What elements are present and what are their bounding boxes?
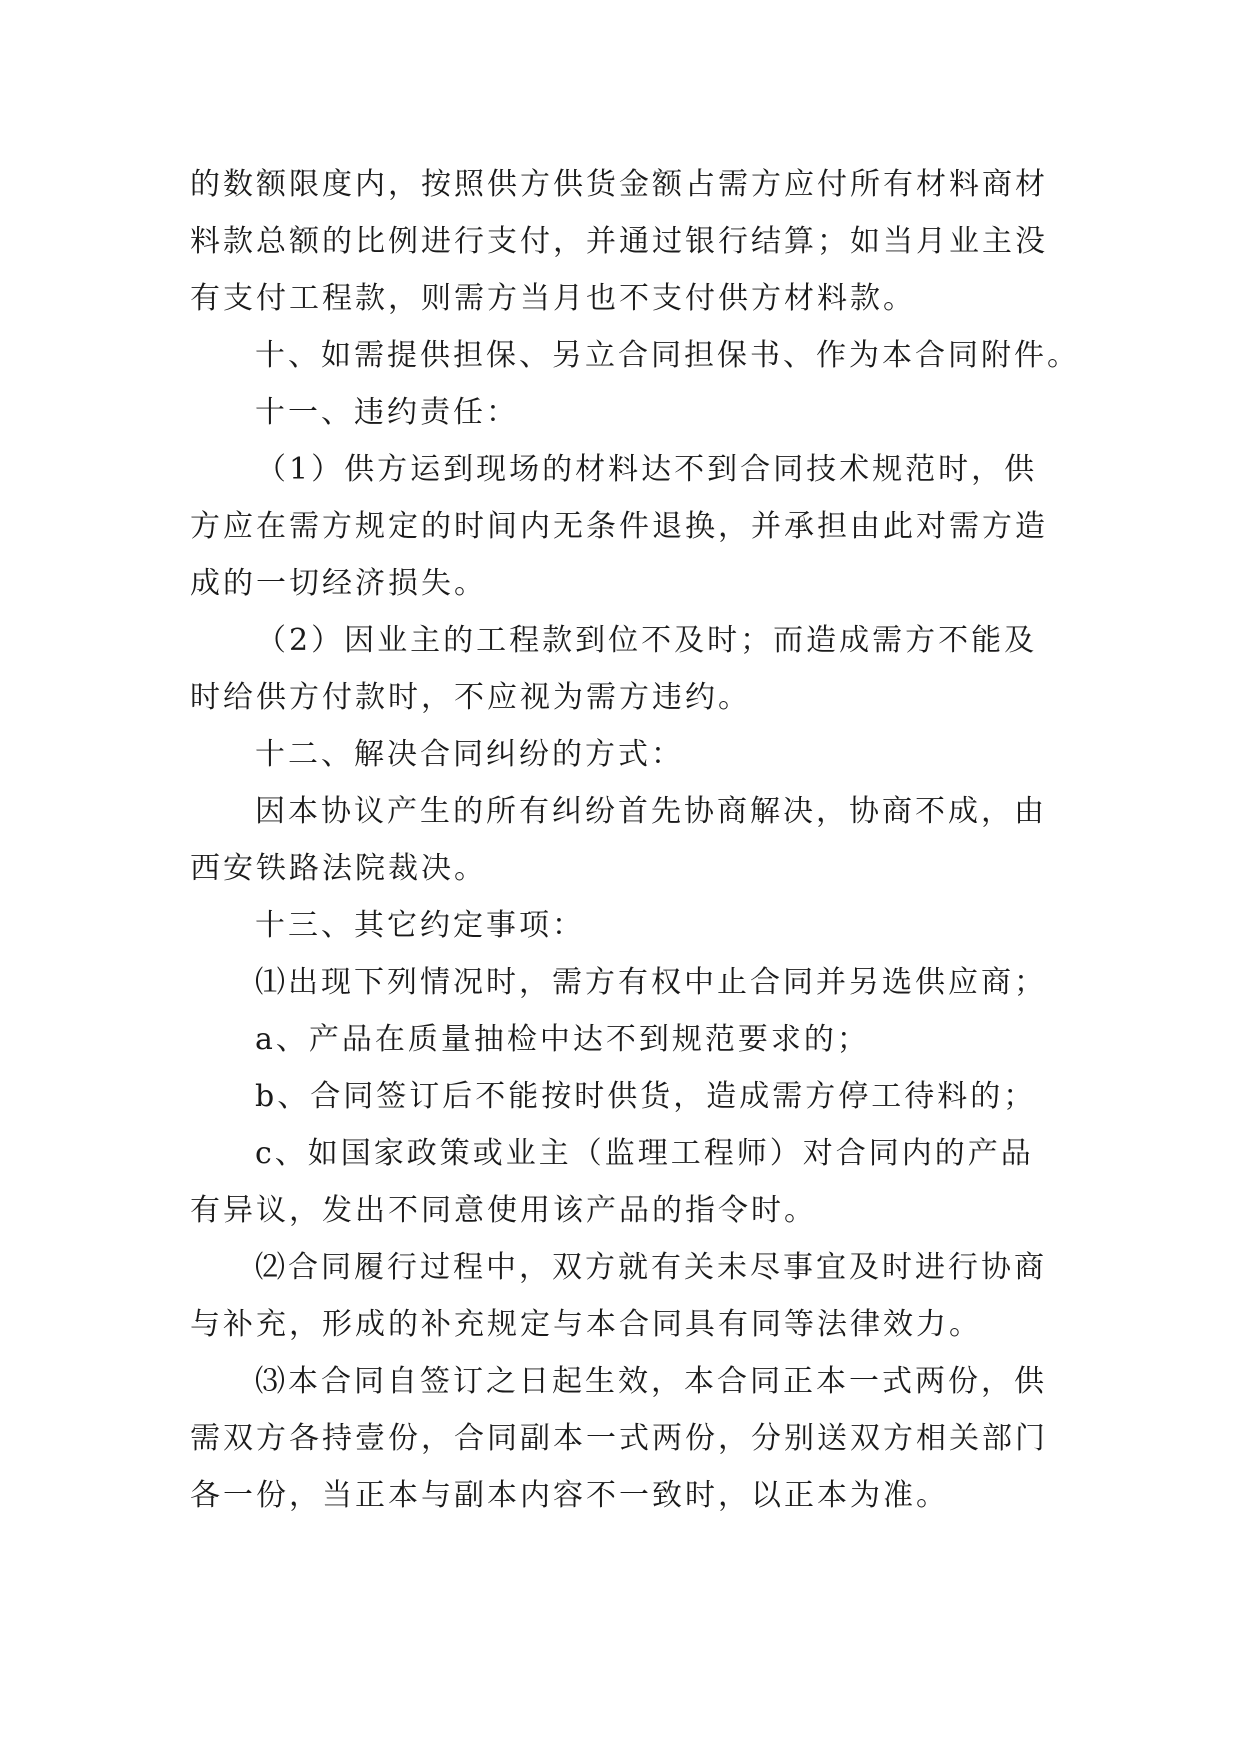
text-line: 与补充，形成的补充规定与本合同具有同等法律效力。 — [190, 1307, 982, 1342]
text-line: 时给供方付款时，不应视为需方违约。 — [190, 680, 751, 715]
text-line: （2）因业主的工程款到位不及时；而造成需方不能及 — [256, 623, 1038, 658]
text-line: ⑵合同履行过程中，双方就有关未尽事宜及时进行协商 — [255, 1250, 1047, 1285]
text-line: 有支付工程款，则需方当月也不支付供方材料款。 — [190, 281, 916, 316]
text-line: 成的一切经济损失。 — [190, 566, 487, 601]
section-heading: 十二、解决合同纠纷的方式： — [255, 737, 684, 772]
text-line: c、如国家政策或业主（监理工程师）对合同内的产品 — [255, 1136, 1034, 1171]
text-line: ⑴出现下列情况时，需方有权中止合同并另选供应商； — [255, 965, 1047, 1000]
text-line: 料款总额的比例进行支付，并通过银行结算；如当月业主没 — [190, 224, 1048, 259]
text-line: 的数额限度内，按照供方供货金额占需方应付所有材料商材 — [190, 167, 1048, 202]
text-line: ⑶本合同自签订之日起生效，本合同正本一式两份，供 — [255, 1364, 1047, 1399]
text-line: 需双方各持壹份，合同副本一式两份，分别送双方相关部门 — [190, 1421, 1048, 1456]
text-line: 因本协议产生的所有纠纷首先协商解决，协商不成，由 — [255, 794, 1047, 829]
section-heading: 十一、违约责任： — [255, 395, 519, 430]
text-line: a、产品在质量抽检中达不到规范要求的； — [255, 1022, 870, 1057]
text-line: 西安铁路法院裁决。 — [190, 851, 487, 886]
text-line: （1）供方运到现场的材料达不到合同技术规范时，供 — [256, 452, 1038, 487]
text-line: 方应在需方规定的时间内无条件退换，并承担由此对需方造 — [190, 509, 1048, 544]
text-line: b、合同签订后不能按时供货，造成需方停工待料的； — [255, 1079, 1037, 1114]
text-line: 有异议，发出不同意使用该产品的指令时。 — [190, 1193, 817, 1228]
section-heading: 十三、其它约定事项： — [255, 908, 585, 943]
text-line: 各一份，当正本与副本内容不一致时，以正本为准。 — [190, 1478, 949, 1513]
section-heading: 十、如需提供担保、另立合同担保书、作为本合同附件。 — [255, 338, 1080, 373]
